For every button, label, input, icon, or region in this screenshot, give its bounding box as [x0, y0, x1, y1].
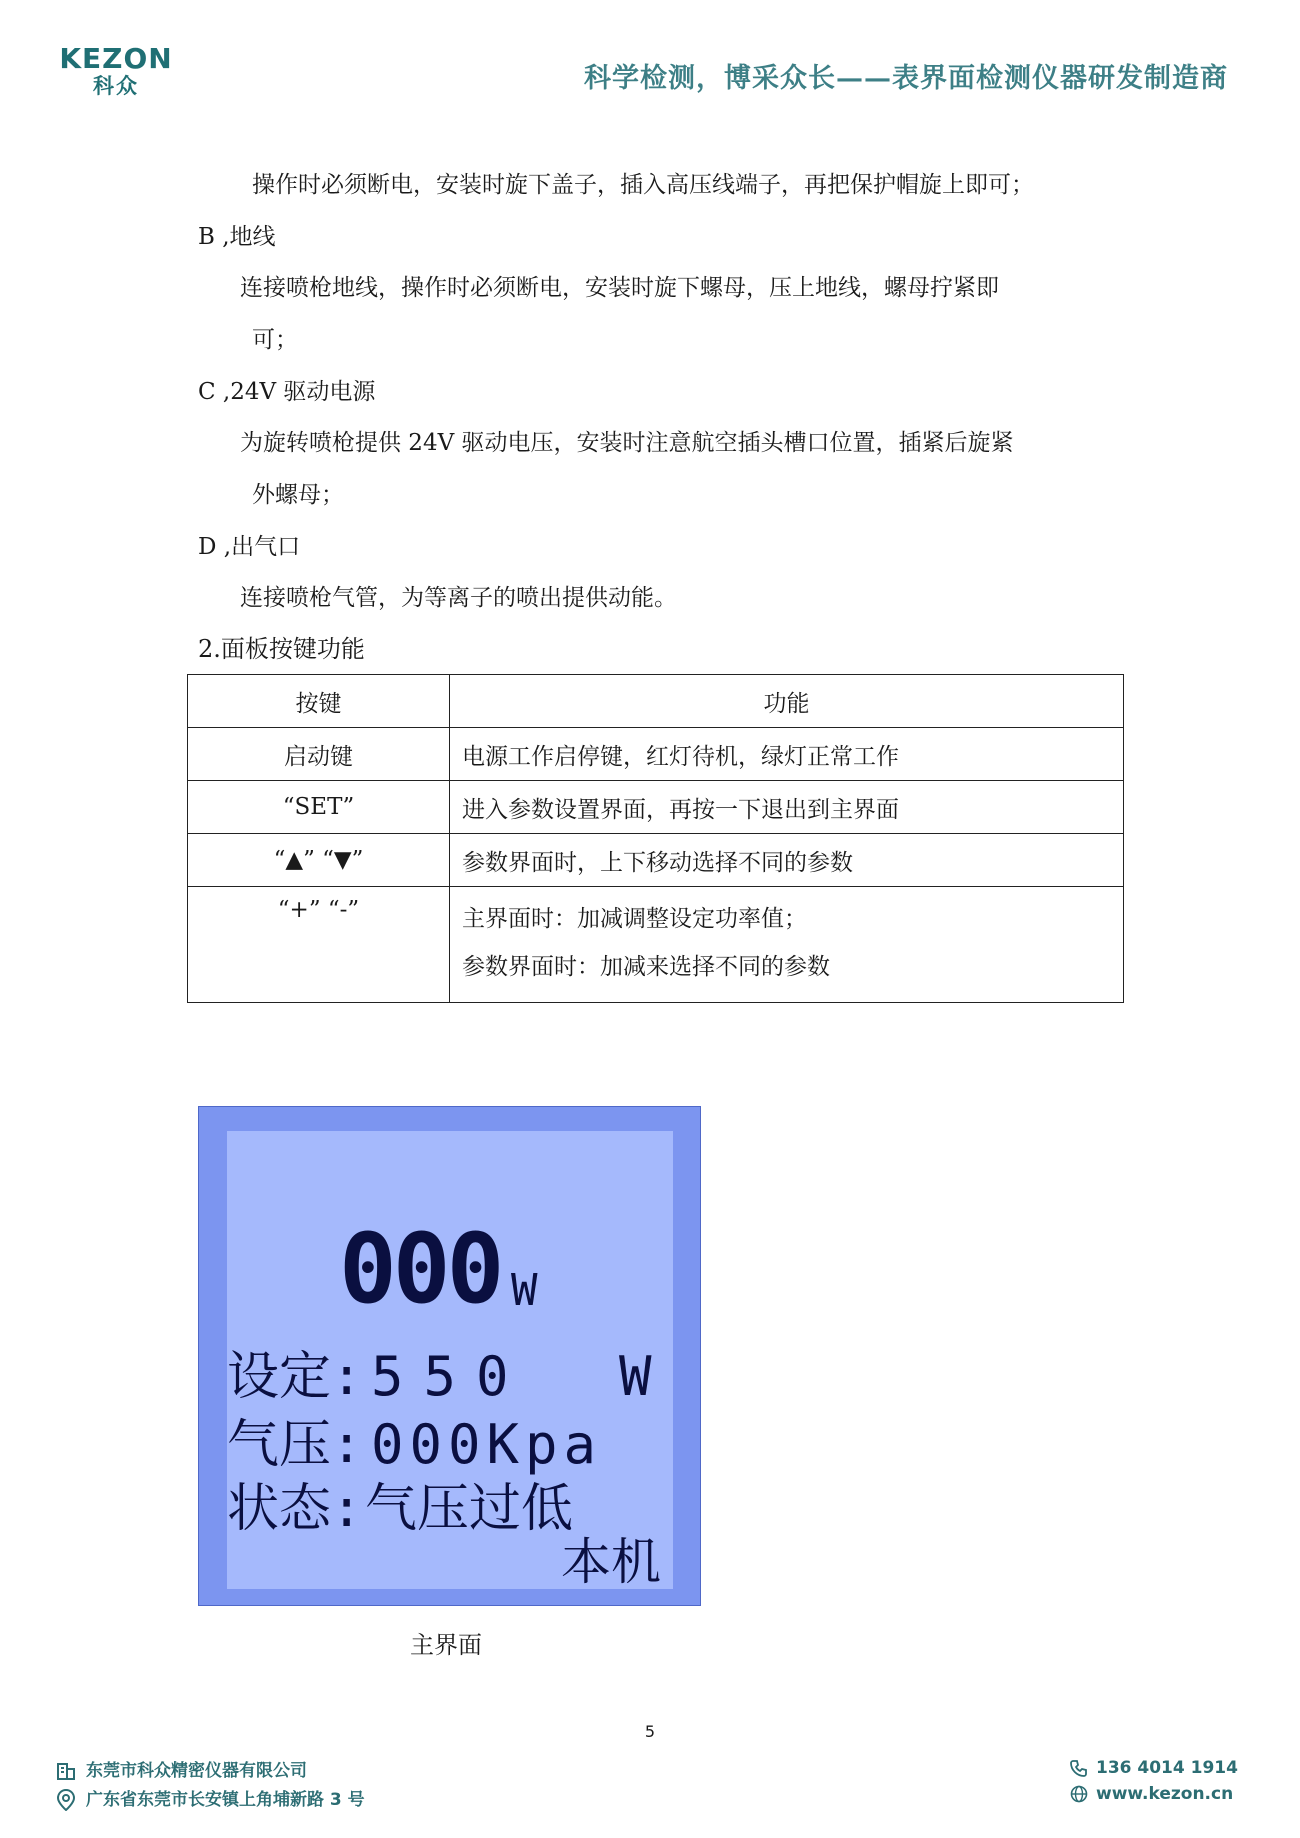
item-b-title: B ,地线	[198, 224, 276, 250]
logo-text-cn: 科众	[93, 74, 139, 98]
table-row	[188, 887, 1124, 1003]
footer-address	[56, 1785, 365, 1811]
function-cell	[450, 887, 1124, 1003]
lcd-power-reading: 000	[339, 1213, 501, 1325]
phone-icon	[1070, 1758, 1088, 1778]
location-pin-icon	[56, 1789, 78, 1811]
footer-company	[56, 1756, 307, 1781]
key-cell: 启动键	[188, 728, 450, 781]
table-header-key: 按键	[188, 675, 450, 728]
lcd-status-label: 状态:	[227, 1479, 363, 1539]
table-row	[188, 834, 1124, 887]
table-row	[188, 728, 1124, 781]
footer-company-name: 东莞市科众精密仪器有限公司	[86, 1761, 307, 1781]
lcd-set-label: 设定:	[227, 1347, 363, 1407]
page-number: 5	[644, 1722, 656, 1741]
key-cell: “SET”	[188, 781, 450, 834]
footer-phone-number: 136 4014 1914	[1096, 1758, 1238, 1778]
item-c-desc-2: 外螺母；	[252, 482, 344, 508]
item-d-title: D ,出气口	[198, 534, 301, 560]
figure-caption: 主界面	[410, 1631, 482, 1659]
footer-website-link[interactable]: www.kezon.cn	[1096, 1784, 1234, 1804]
function-line: 主界面时：加减调整设定功率值；	[462, 906, 807, 932]
lcd-pressure-label: 气压:	[227, 1415, 363, 1475]
footer-website[interactable]	[1070, 1784, 1233, 1804]
item-b-desc-1: 连接喷枪地线，操作时必须断电，安装时旋下螺母，压上地线，螺母拧紧即	[240, 275, 999, 301]
logo-text-en: KEZON	[59, 42, 173, 75]
key-cell: “▲” “▼”	[188, 834, 450, 887]
section-title: 2.面板按键功能	[198, 635, 365, 663]
header-slogan: 科学检测，博采众长——表界面检测仪器研发制造商	[584, 63, 1228, 94]
function-cell: 参数界面时，上下移动选择不同的参数	[450, 834, 1124, 887]
lcd-pressure-value: 000Kpa	[371, 1413, 603, 1476]
function-line: 参数界面时：加减来选择不同的参数	[462, 954, 830, 980]
lcd-status-value: 气压过低	[365, 1479, 574, 1539]
footer-phone	[1070, 1758, 1238, 1778]
lcd-power-unit: W	[511, 1265, 538, 1316]
building-icon	[56, 1761, 78, 1781]
item-c-title: C ,24V 驱动电源	[198, 379, 376, 405]
lcd-set-value: 550	[371, 1345, 529, 1408]
footer-address-text: 广东省东莞市长安镇上角埔新路 3 号	[86, 1790, 365, 1810]
table-header-function: 功能	[450, 675, 1124, 728]
lcd-main-screen-photo	[198, 1106, 701, 1606]
table-header-row	[188, 675, 1124, 728]
company-logo	[52, 44, 180, 98]
function-cell: 电源工作启停键，红灯待机，绿灯正常工作	[450, 728, 1124, 781]
item-a-continuation: 操作时必须断电，安装时旋下盖子，插入高压线端子，再把保护帽旋上即可；	[252, 172, 1034, 198]
lcd-set-unit: W	[619, 1345, 652, 1408]
item-d-desc: 连接喷枪气管，为等离子的喷出提供动能。	[240, 585, 677, 611]
function-cell: 进入参数设置界面，再按一下退出到主界面	[450, 781, 1124, 834]
table-row	[188, 781, 1124, 834]
key-function-table	[187, 674, 1124, 1003]
item-b-desc-2: 可；	[252, 327, 298, 353]
globe-icon	[1070, 1784, 1088, 1804]
lcd-mode: 本机	[561, 1533, 661, 1591]
item-c-desc-1: 为旋转喷枪提供 24V 驱动电压，安装时注意航空插头槽口位置，插紧后旋紧	[240, 430, 1014, 456]
key-cell: “+” “-”	[188, 887, 450, 1003]
